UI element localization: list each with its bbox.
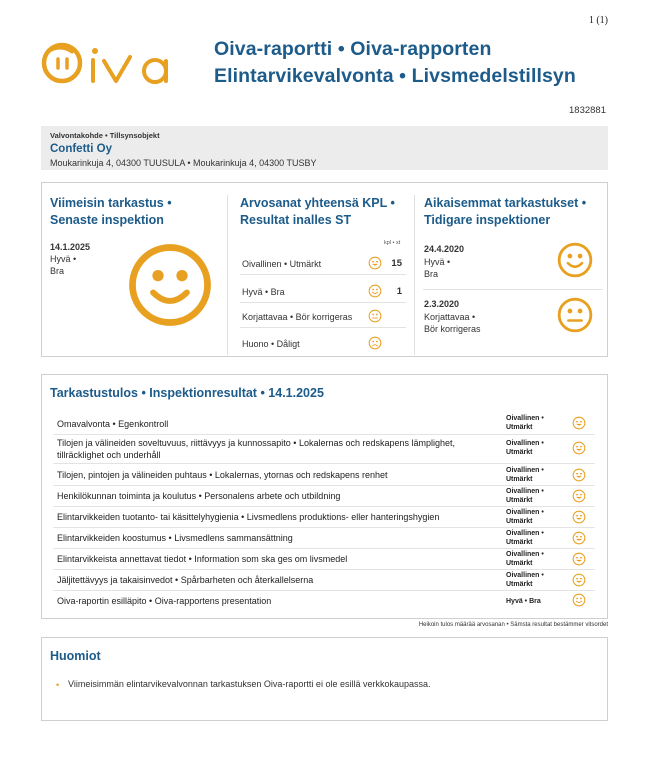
column-divider	[227, 195, 228, 355]
table-row	[53, 464, 595, 486]
previous-inspection-date: 24.4.2020	[424, 244, 465, 254]
latest-inspection-title: Viimeisin tarkastus • Senaste inspektion	[50, 196, 172, 227]
grade-row-needs-correction	[240, 305, 406, 328]
grade-row-poor	[240, 332, 406, 355]
previous-grade-fi: Hyvä •	[424, 257, 451, 267]
grade-count: 15	[391, 258, 402, 269]
excellent-face-icon	[572, 416, 586, 430]
table-row	[53, 507, 595, 528]
excellent-face-icon	[572, 441, 586, 455]
grade-row-good	[240, 280, 406, 303]
happy-face-icon	[125, 240, 215, 330]
table-row	[53, 528, 595, 549]
result-category: Jäljitettävyys ja takaisinvedot • Spårbarheten och återkallelserna	[57, 575, 314, 585]
count-unit-label: kpl • st	[384, 240, 401, 246]
grade-label: Korjattavaa • Bör korrigeras	[242, 312, 353, 322]
divider	[423, 289, 603, 290]
bullet-icon: •	[56, 680, 60, 690]
note-item: Viimeisimmän elintarvikevalvonnan tarkastuksen Oiva-raportti ei ole esillä verkkokaupassa.	[68, 679, 431, 689]
result-grade: Oivallinen • Utmärkt	[506, 530, 544, 546]
result-grade: Oivallinen • Utmärkt	[506, 551, 544, 567]
good-face-icon	[368, 284, 382, 298]
result-grade: Oivallinen • Utmärkt	[506, 572, 544, 588]
result-grade: Oivallinen • Utmärkt	[506, 509, 544, 525]
document-id: 1832881	[569, 105, 606, 116]
grade-row-excellent	[240, 252, 406, 275]
excellent-face-icon	[368, 256, 382, 270]
inspection-target	[41, 126, 608, 170]
previous-inspections-title: Aikaisemmat tarkastukset • Tidigare inspektioner	[424, 196, 587, 227]
table-row	[53, 570, 595, 591]
result-grade: Hyvä • Bra	[506, 598, 541, 605]
excellent-face-icon	[572, 552, 586, 566]
excellent-face-icon	[572, 468, 586, 482]
grade-totals-title: Arvosanat yhteensä KPL • Resultat inalles ST	[240, 196, 395, 227]
grade-count: 1	[396, 286, 402, 297]
grade-label: Oivallinen • Utmärkt	[242, 259, 322, 269]
grade-label: Hyvä • Bra	[242, 287, 285, 297]
result-grade: Oivallinen • Utmärkt	[506, 488, 544, 504]
oiva-logo	[38, 33, 198, 93]
column-divider	[414, 195, 415, 355]
good-face-icon	[572, 593, 586, 607]
excellent-face-icon	[572, 510, 586, 524]
grade-label: Huono • Dåligt	[242, 339, 300, 349]
result-category: Elintarvikkeiden tuotanto- tai käsittelyhygienia • Livsmedlens produktions- eller hanteringshygien	[57, 512, 440, 522]
sad-face-icon	[368, 336, 382, 350]
table-row	[53, 486, 595, 507]
result-category: Elintarvikkeista annettavat tiedot • Information som ska ges om livsmedel	[57, 554, 348, 564]
result-category: Elintarvikkeiden koostumus • Livsmedlens sammansättning	[57, 533, 293, 543]
happy-face-icon	[556, 241, 594, 279]
results-title: Tarkastustulos • Inspektionresultat • 14.1.2025	[50, 386, 324, 400]
table-row	[53, 412, 595, 435]
report-title: Oiva-raportti • Oiva-rapporten	[214, 38, 492, 60]
report-subtitle: Elintarvikevalvonta • Livsmedelstillsyn	[214, 65, 576, 87]
table-row	[53, 591, 595, 611]
result-category: Tilojen, pintojen ja välineiden puhtaus • Lokalernas, ytornas och redskapens renhet	[57, 470, 388, 480]
excellent-face-icon	[572, 531, 586, 545]
previous-grade-sv: Bra	[424, 269, 439, 279]
result-grade: Oivallinen • Utmärkt	[506, 440, 544, 456]
latest-grade-sv: Bra	[50, 266, 65, 276]
latest-inspection-date: 14.1.2025	[50, 242, 91, 252]
excellent-face-icon	[572, 573, 586, 587]
table-row	[53, 549, 595, 570]
page-number: 1 (1)	[588, 15, 608, 26]
target-label: Valvontakohde • Tillsynsobjekt	[50, 131, 160, 140]
previous-grade-sv: Bör korrigeras	[424, 324, 481, 334]
result-grade: Oivallinen • Utmärkt	[506, 415, 544, 431]
previous-inspection-date: 2.3.2020	[424, 299, 460, 309]
result-category: Henkilökunnan toiminta ja koulutus • Personalens arbete och utbildning	[57, 491, 341, 501]
latest-grade-fi: Hyvä •	[50, 254, 77, 264]
notes-title: Huomiot	[50, 649, 101, 663]
result-category: Omavalvonta • Egenkontroll	[57, 419, 169, 429]
previous-grade-fi: Korjattavaa •	[424, 312, 476, 322]
table-row	[53, 435, 595, 464]
neutral-face-icon	[556, 296, 594, 334]
result-grade: Oivallinen • Utmärkt	[506, 467, 544, 483]
results-footnote: Heikoin tulos määrää arvosanan • Sämsta resultat bestämmer vitsordet	[418, 622, 608, 628]
result-category: Tilojen ja välineiden soveltuvuus, riittävyys ja kunnossapito • Lokalernas och redskapens lämplighet, tillräcklighet och underhåll	[57, 438, 456, 460]
excellent-face-icon	[572, 489, 586, 503]
result-category: Oiva-raportin esilläpito • Oiva-rapportens presentation	[57, 596, 272, 606]
neutral-face-icon	[368, 309, 382, 323]
target-address: Moukarinkuja 4, 04300 TUUSULA • Moukarinkuja 4, 04300 TUSBY	[50, 158, 317, 168]
target-name: Confetti Oy	[50, 143, 112, 155]
